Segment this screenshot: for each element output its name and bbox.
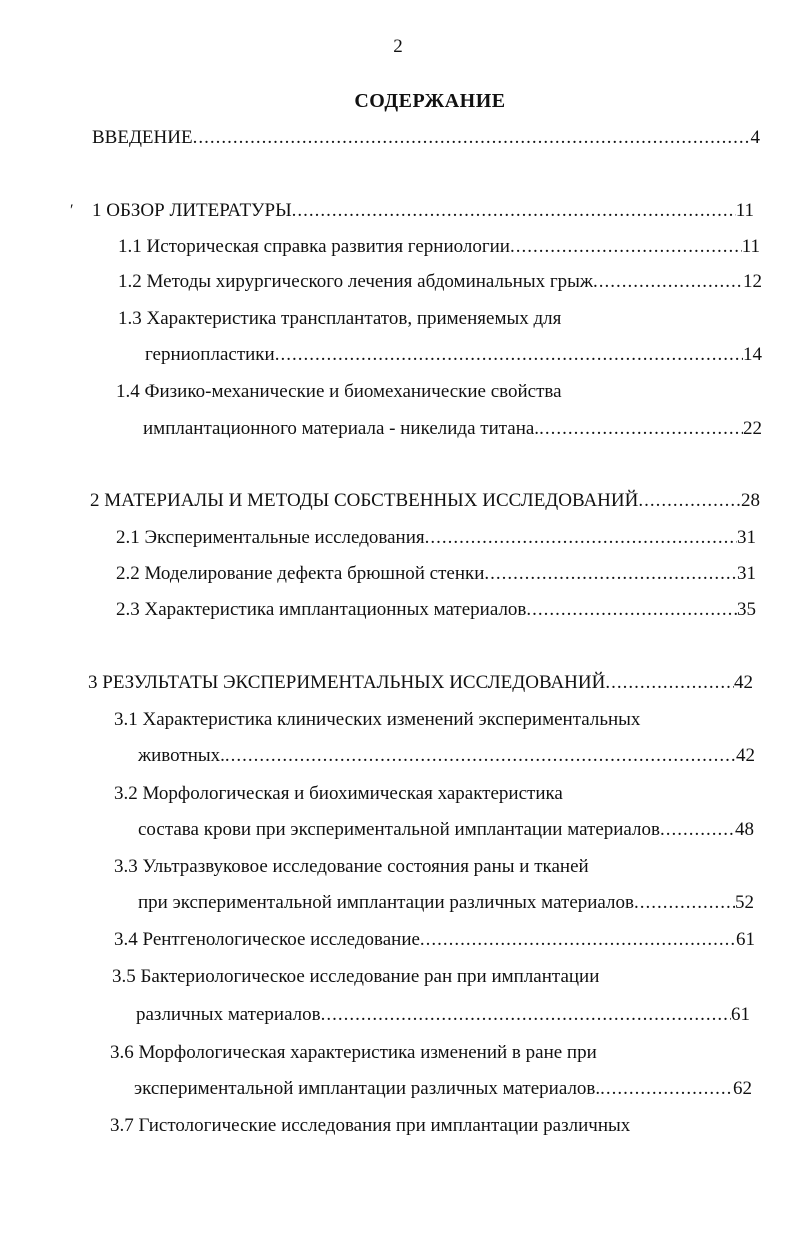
toc-page-number: 12	[743, 271, 762, 292]
toc-entry-3-2-line1: 3.2 Морфологическая и биохимическая характеристика	[114, 783, 563, 804]
toc-page-number: 35	[737, 599, 756, 620]
toc-entry-3-5-line1: 3.5 Бактериологическое исследование ран при имплантации	[112, 966, 600, 987]
page-number: 2	[393, 36, 403, 57]
toc-entry-text: экспериментальной имплантации различных материалов.	[134, 1078, 601, 1099]
dot-leader	[660, 817, 735, 843]
dot-leader	[634, 890, 735, 916]
toc-entry-3-1-line1: 3.1 Характеристика клинических изменений экспериментальных	[114, 709, 641, 730]
toc-entry-3-7-line1: 3.7 Гистологические исследования при имплантации различных	[110, 1115, 631, 1136]
toc-entry-text: герниопластики	[145, 344, 275, 365]
toc-entry-chapter-3	[88, 670, 753, 696]
toc-page-number: 42	[736, 745, 755, 766]
dot-leader	[593, 269, 743, 295]
toc-entry-text: 3.4 Рентгенологическое исследование	[114, 929, 420, 950]
toc-entry-1-4-line2	[143, 416, 762, 442]
toc-entry-text: 1 ОБЗОР ЛИТЕРАТУРЫ	[92, 200, 292, 221]
dot-leader	[600, 1076, 733, 1102]
toc-entry-3-3-line1: 3.3 Ультразвуковое исследование состояния раны и тканей	[114, 856, 589, 877]
toc-entry-3-3-line2	[138, 890, 754, 916]
toc-page-number: 52	[735, 892, 754, 913]
toc-entry-text: имплантационного материала - никелида титана.	[143, 418, 540, 439]
dot-leader	[638, 488, 741, 514]
toc-entry-text: ВВЕДЕНИЕ	[92, 127, 193, 148]
dot-leader	[510, 234, 742, 260]
toc-page-number: 61	[736, 929, 755, 950]
toc-page-number: 11	[735, 200, 754, 221]
stray-mark: ′	[70, 202, 74, 219]
toc-page-number: 4	[750, 127, 760, 148]
toc-entry-2-3	[116, 597, 756, 623]
toc-page-number: 28	[741, 490, 760, 511]
toc-entry-text: 2.1 Экспериментальные исследования	[116, 527, 425, 548]
toc-entry-text: 3 РЕЗУЛЬТАТЫ ЭКСПЕРИМЕНТАЛЬНЫХ ИССЛЕДОВАНИЙ	[88, 672, 606, 693]
toc-page-number: 61	[731, 1004, 750, 1025]
toc-entry-chapter-2	[90, 488, 760, 514]
page-title: СОДЕРЖАНИЕ	[354, 90, 506, 112]
toc-entry-text: при экспериментальной имплантации различных материалов	[138, 892, 634, 913]
toc-page-number: 31	[737, 563, 756, 584]
toc-entry-3-5-line2	[136, 1002, 750, 1028]
dot-leader	[539, 416, 743, 442]
toc-entry-text: 2 МАТЕРИАЛЫ И МЕТОДЫ СОБСТВЕННЫХ ИССЛЕДОВАНИЙ	[90, 490, 639, 511]
toc-page-number: 62	[733, 1078, 752, 1099]
dot-leader	[275, 342, 743, 368]
toc-entry-text: различных материалов	[136, 1004, 321, 1025]
toc-entry-3-4	[114, 927, 755, 953]
toc-entry-3-1-line2	[138, 743, 755, 769]
dot-leader	[425, 525, 737, 551]
toc-page-number: 22	[743, 418, 762, 439]
dot-leader	[420, 927, 736, 953]
dot-leader	[225, 743, 736, 769]
toc-page-number: 48	[735, 819, 754, 840]
toc-entry-3-6-line2	[134, 1076, 752, 1102]
dot-leader	[321, 1002, 731, 1028]
toc-entry-introduction	[92, 125, 760, 151]
toc-entry-3-2-line2	[138, 817, 754, 843]
toc-entry-text: состава крови при экспериментальной имплантации материалов	[138, 819, 660, 840]
toc-entry-1-4-line1: 1.4 Физико-механические и биомеханические свойства	[116, 381, 562, 402]
toc-entry-1-1	[118, 234, 760, 260]
toc-entry-text: 1.1 Историческая справка развития герниологии	[118, 236, 510, 257]
dot-leader	[484, 561, 737, 587]
dot-leader	[292, 198, 736, 224]
toc-entry-text: 2.2 Моделирование дефекта брюшной стенки	[116, 563, 485, 584]
toc-entry-text: 1.2 Методы хирургического лечения абдоминальных грыж	[118, 271, 594, 292]
toc-entry-3-6-line1: 3.6 Морфологическая характеристика изменений в ране при	[110, 1042, 597, 1063]
toc-entry-chapter-1	[92, 198, 754, 224]
toc-page-number: 11	[741, 236, 760, 257]
toc-page-number: 14	[743, 344, 762, 365]
toc-page-number: 42	[734, 672, 753, 693]
toc-entry-text: 2.3 Характеристика имплантационных материалов	[116, 599, 527, 620]
toc-entry-text: животных.	[138, 745, 225, 766]
toc-entry-1-3-line1: 1.3 Характеристика трансплантатов, применяемых для	[118, 308, 562, 329]
toc-entry-1-3-line2	[145, 342, 762, 368]
dot-leader	[526, 597, 737, 623]
toc-entry-2-1	[116, 525, 756, 551]
dot-leader	[193, 125, 751, 151]
dot-leader	[605, 670, 734, 696]
toc-entry-1-2	[118, 269, 762, 295]
toc-entry-2-2	[116, 561, 756, 587]
toc-page-number: 31	[737, 527, 756, 548]
